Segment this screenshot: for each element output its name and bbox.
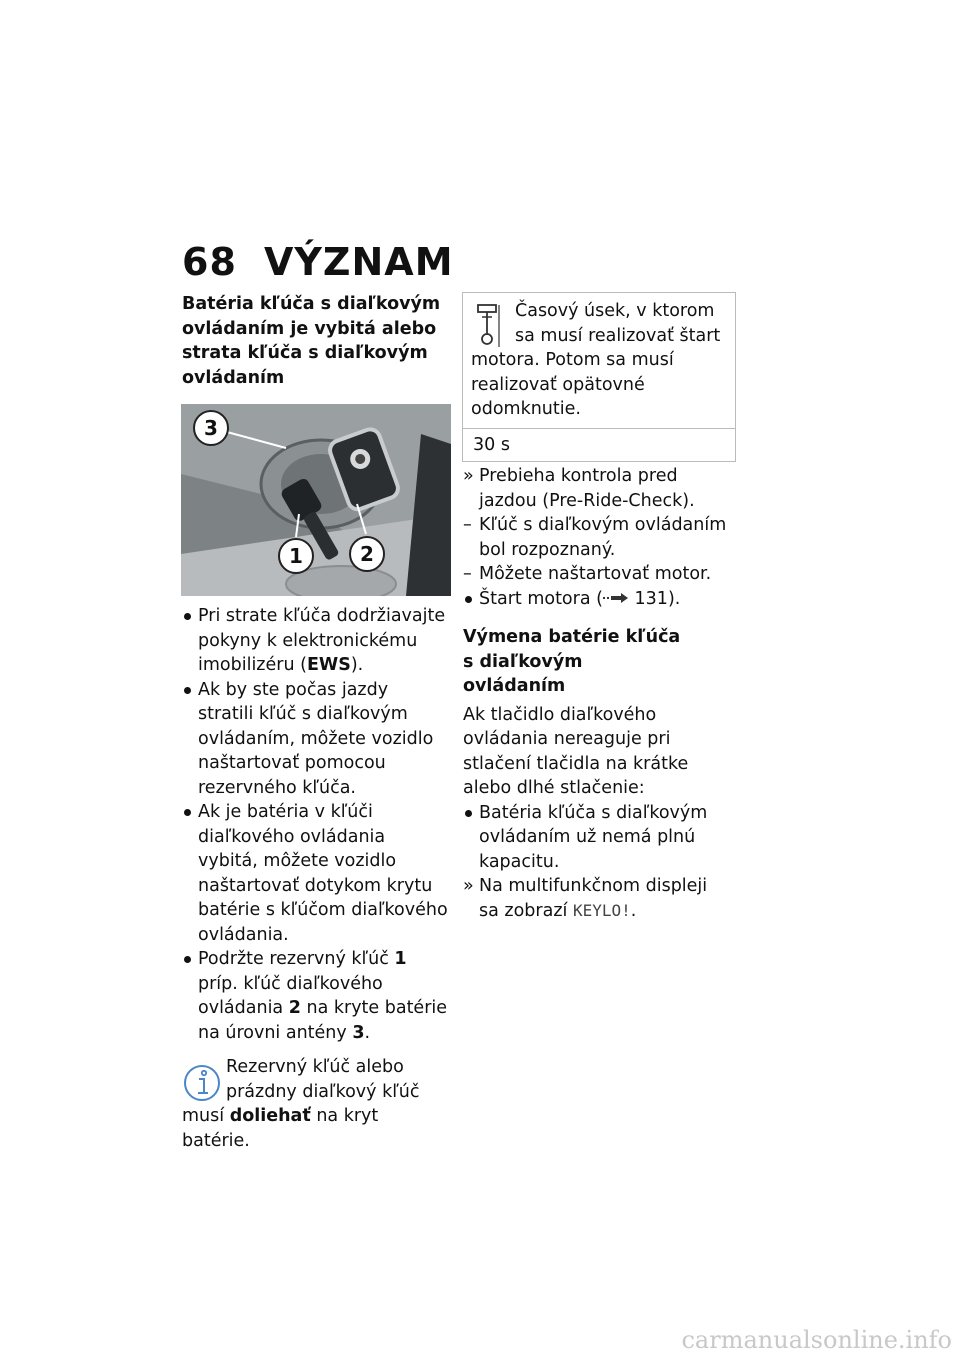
page-ref-arrow-icon (603, 592, 629, 604)
info-icon (182, 1063, 222, 1103)
page-title: VÝZNAM (264, 240, 454, 284)
page-header (182, 240, 454, 284)
battery-list (463, 801, 729, 924)
list-item: Batéria kľúča s diaľkovým ovládaním už nemá plnú kapacitu. (463, 801, 729, 875)
result-list (463, 464, 729, 611)
list-item: Podržte rezervný kľúč 1 príp. kľúč diaľkového ovládania 2 na kryte batérie na úrovni antény 3. (182, 947, 448, 1045)
callout-3: 3 (204, 416, 218, 440)
time-value: 30 s (473, 434, 510, 455)
list-item: – Kľúč s diaľkovým ovládaním bol rozpoznaný. (463, 515, 727, 560)
time-spec-box: Časový úsek, v ktorom sa musí realizovať štart motora. Potom sa musí realizovať opätovné odomknutie. 30 s (462, 292, 736, 462)
list-item: » Prebieha kontrola pred jazdou (Pre-Ride-Check). (463, 466, 695, 511)
instruction-list (182, 604, 448, 1045)
info-note: Rezervný kľúč alebo prázdny diaľkový kľúč musí doliehať na kryt batérie. (182, 1057, 420, 1151)
list-item: Ak je batéria v kľúči diaľkového ovládania vybitá, môžete vozidlo naštartovať dotykom krytu batérie s kľúčom diaľkového ovládania. (182, 800, 448, 947)
section-heading: Batéria kľúča s diaľkovým ovládaním je vybitá alebo strata kľúča s diaľkovým ovládaním (182, 294, 441, 388)
callout-1: 1 (289, 544, 303, 568)
page-number: 68 (182, 240, 237, 284)
callout-2: 2 (360, 542, 374, 566)
paragraph: Ak tlačidlo diaľkového ovládania nereaguje pri stlačení tlačidla na krátke alebo dlhé stlačenie: (463, 704, 689, 798)
list-item: Pri strate kľúča dodržiavajte pokyny k elektronickému imobilizéru (EWS). (182, 604, 448, 678)
timer-icon (475, 303, 503, 349)
watermark: carmanualsonline.info (681, 1326, 952, 1354)
section-heading-2: Výmena batérie kľúča s diaľkovým ovládaním (463, 627, 681, 696)
list-item: » Na multifunkčnom displeji sa zobrazí KEYLO!. (463, 876, 708, 921)
list-item: Ak by ste počas jazdy stratili kľúč s diaľkovým ovládaním, môžete vozidlo naštartovať pomocou rezervného kľúča. (182, 678, 448, 801)
list-item: Štart motora ( 131). (463, 587, 729, 612)
list-item: – Môžete naštartovať motor. (463, 564, 712, 584)
right-column (463, 292, 729, 923)
key-photo (181, 404, 451, 596)
left-column (182, 292, 448, 1153)
